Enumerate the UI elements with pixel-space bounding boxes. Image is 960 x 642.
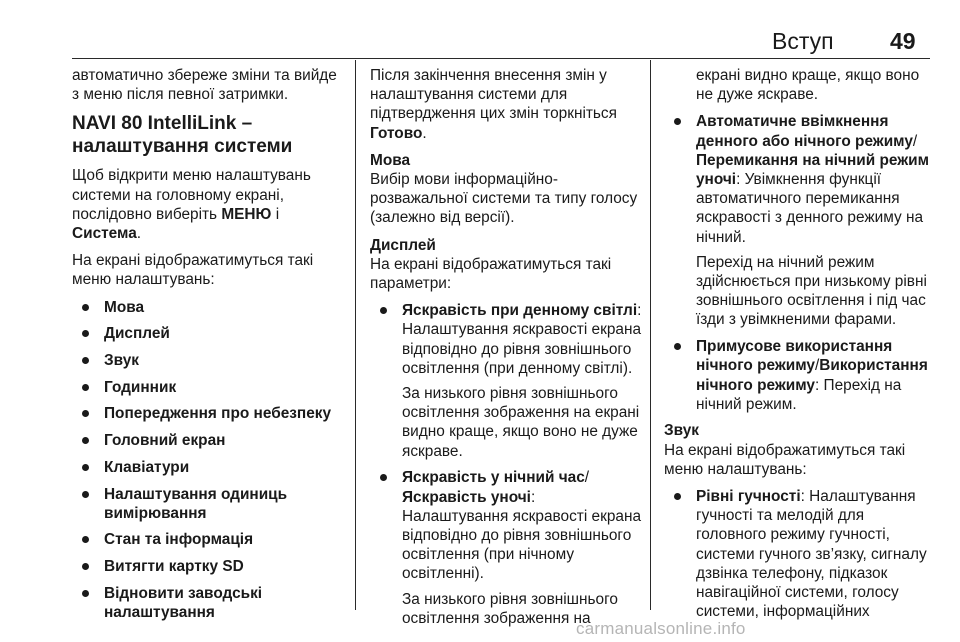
list-item: Звук: [72, 351, 348, 370]
column-divider-1: [355, 60, 356, 610]
confirm-text: Після закінчення внесення змін у налаштування системи для підтвердження цих змін торкніться: [370, 67, 617, 123]
period: .: [136, 225, 142, 243]
continued-note: екрані видно краще, якщо воно не дуже яскраве.: [696, 67, 920, 104]
confirm-paragraph: [370, 66, 642, 143]
night-brightness-alt-label: Яскравість уночі: [402, 488, 531, 506]
language-text: Вибір мови інформаційно-розважальної системи та типу голосу (залежно від версії).: [370, 171, 638, 227]
conjunction: і: [271, 205, 280, 223]
sound-options-list: [664, 487, 932, 621]
display-text: На екрані відображатимуться такі параметри:: [370, 255, 612, 293]
auto-mode-alt-label: Перемикання на нічний режим уночі: [696, 151, 929, 189]
day-brightness-text: Налаштування яскравості екрана відповідно до рівня зовнішнього освітлення (при денному світлі).: [402, 321, 642, 377]
column-2: [370, 66, 642, 635]
list-item: Відновити заводські налаштування: [72, 584, 348, 622]
auto-mode-label: Автоматичне ввімкнення денного або нічного режиму: [696, 113, 913, 150]
intro-paragraph: автоматично збереже зміни та вийде з меню після певної затримки.: [72, 67, 337, 104]
list-item: Мова: [72, 298, 348, 317]
list-item: Налаштування одиниць вимірювання: [72, 485, 348, 523]
display-block: [370, 236, 642, 294]
display-options-list: [370, 301, 642, 628]
volume-paragraph: [696, 487, 932, 621]
list-item: [370, 301, 642, 461]
list-item: Попередження про небезпеку: [72, 404, 348, 423]
list-item: Клавіатури: [72, 458, 348, 477]
day-brightness-note: За низького рівня зовнішнього освітлення зображення на екрані видно краще, якщо воно не дуже яскраве.: [402, 385, 640, 460]
night-brightness-paragraph: Яскравість у нічний час/ Яскравість уночі: Налаштування яскравості екрана відповідно до рівня зовнішнього освітлення (при нічному освітленні).: [402, 469, 642, 583]
forced-night-text: : Перехід на нічний режим.: [696, 376, 902, 413]
night-brightness-note: За низького рівня зовнішнього освітлення зображення на: [402, 590, 618, 627]
list-item: [664, 337, 932, 414]
day-brightness-label: Яскравість при денному світлі: [402, 302, 638, 320]
auto-mode-note: Перехід на нічний режим здійснюється при низькому рівні зовнішнього освітлення і під час їзди з увімкненими фарами.: [696, 253, 927, 329]
list-item: Стан та інформація: [72, 530, 348, 549]
page-number: 49: [890, 28, 916, 54]
menus-intro: На екрані відображатимуться такі меню налаштувань:: [72, 252, 314, 289]
column-1: [72, 66, 348, 630]
auto-mode-paragraph: [696, 112, 932, 246]
period: .: [422, 124, 427, 142]
volume-label: Рівні гучності: [696, 488, 801, 506]
list-item: [664, 487, 932, 621]
forced-night-label: Примусове використання нічного режиму: [696, 338, 893, 375]
language-block: [370, 151, 642, 228]
done-button-label: Готово: [370, 124, 423, 142]
list-item: Дисплей: [72, 324, 348, 343]
page-header-title: Вступ: [772, 28, 834, 54]
column-3: [664, 66, 932, 629]
watermark: carmanualsonline.info: [576, 619, 746, 638]
auto-mode-text: : Увімкнення функції автоматичного перемикання яскравості з денного режиму на нічний.: [696, 171, 924, 246]
list-item: Витягти картку SD: [72, 557, 348, 576]
display-options-list-cont: [664, 112, 932, 414]
header-divider: [72, 58, 930, 59]
list-item: [370, 468, 642, 628]
column-divider-2: [650, 60, 651, 610]
slash: /: [584, 469, 590, 487]
night-brightness-label: Яскравість у нічний час: [402, 469, 585, 487]
forced-night-alt-label: Використання нічного режиму: [696, 357, 928, 394]
list-item: [664, 112, 932, 329]
forced-night-paragraph: [696, 337, 932, 414]
menu-button-label: МЕНЮ: [221, 205, 272, 223]
list-item: Годинник: [72, 378, 348, 397]
sound-block: [664, 421, 932, 479]
display-heading: Дисплей: [370, 236, 436, 254]
day-brightness-paragraph: Яскравість при денному світлі: Налаштування яскравості екрана відповідно до рівня зовнішнього освітлення (при денному світлі).: [402, 302, 642, 377]
volume-text: : Налаштування гучності та мелодій для головного режиму гучності, системи гучного зв’язку, сигналу дзвінка телефону, підказок навігаційної системи, голосу системи, інформаційних: [696, 488, 927, 621]
slash: /: [912, 132, 918, 150]
sound-heading: Звук: [664, 422, 699, 440]
slash: /: [814, 357, 820, 375]
night-brightness-text: Налаштування яскравості екрана відповідно до рівня зовнішнього освітлення (при нічному освітленні).: [402, 507, 642, 583]
open-settings-paragraph: [72, 166, 348, 243]
language-heading: Мова: [370, 151, 411, 169]
settings-menu-list: [72, 298, 348, 623]
list-item: Головний екран: [72, 431, 348, 450]
open-settings-text: Щоб відкрити меню налаштувань системи на головному екрані, послідовно виберіть: [72, 167, 311, 223]
sound-text: На екрані відображатимуться такі меню налаштувань:: [664, 441, 906, 478]
section-title: NAVI 80 IntelliLink – налаштування системи: [72, 113, 293, 158]
system-button-label: Система: [72, 225, 137, 243]
